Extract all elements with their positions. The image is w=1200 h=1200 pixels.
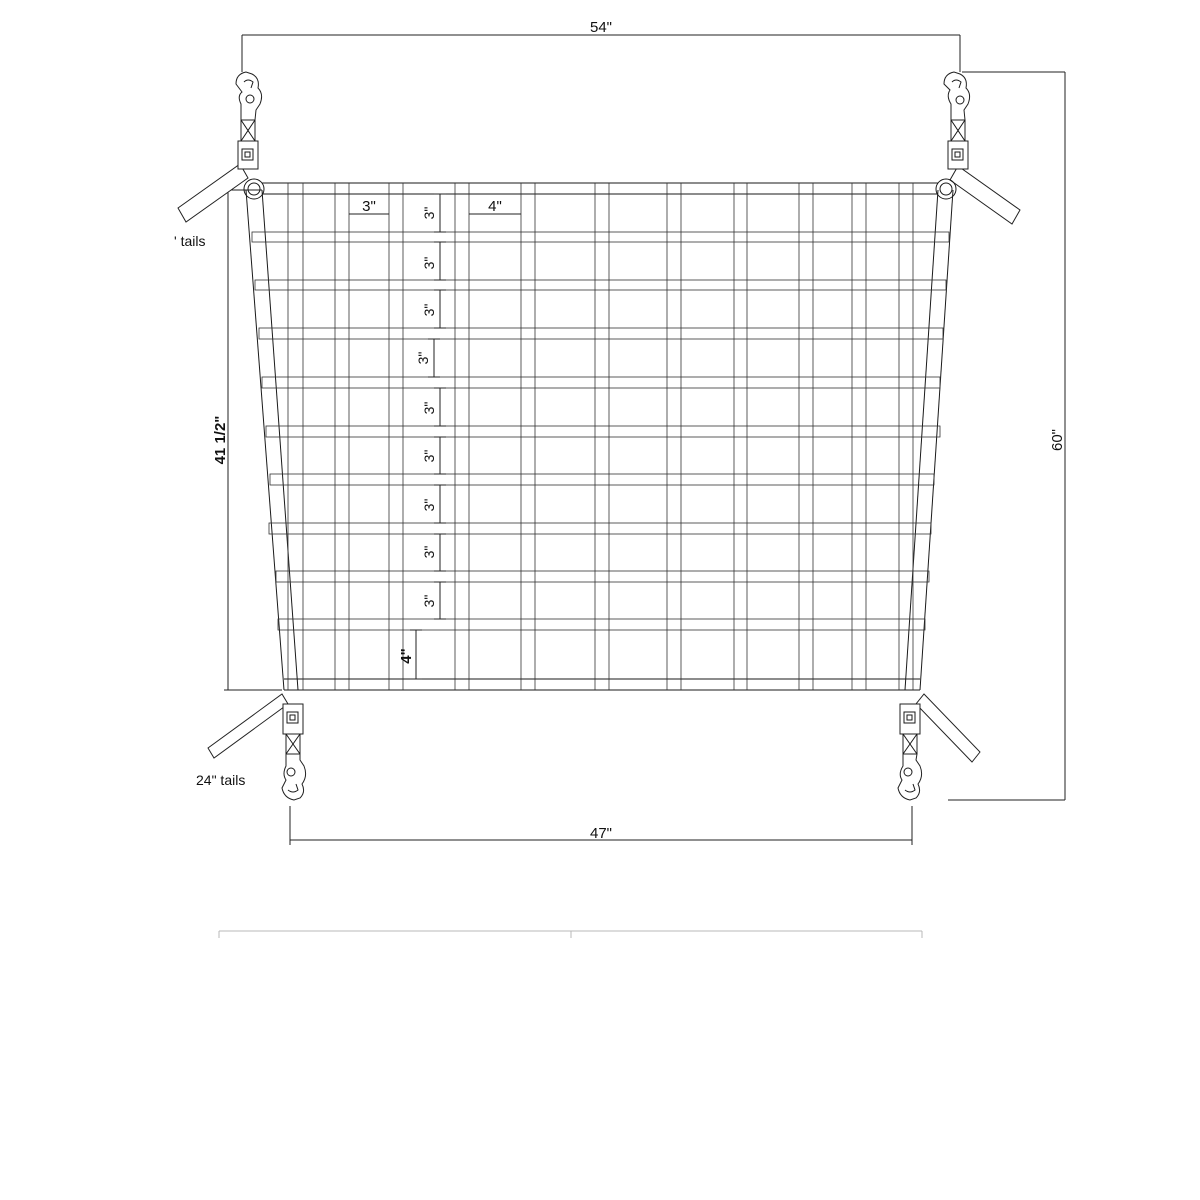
horizontal-strap [278,619,925,630]
o-ring-icon [936,179,956,199]
row-gap-label: 3" [421,303,437,317]
row-gap-label: 3" [421,545,437,559]
webbing-connector [903,734,917,754]
horizontal-strap [269,523,931,534]
row-gap-label: 3" [421,206,437,220]
row-gap-callout [421,194,446,232]
row-gap-callout [421,290,446,328]
horizontal-straps [252,232,949,630]
row-gap-callout [398,630,422,679]
row-gap-label: 3" [421,401,437,415]
webbing-connector [241,120,255,141]
corner-top-right [936,72,1020,224]
row-gap-callout [421,242,446,280]
row-gap-callout [421,582,446,619]
row-gap-callout [421,388,446,426]
row-gap-label-wide: 4" [398,648,415,664]
row-gap-label: 3" [421,256,437,270]
vertical-strap [288,183,303,690]
tail-strap [208,694,288,758]
horizontal-strap [262,377,940,388]
column-gap-callout [349,198,389,215]
net-height-dimension [212,190,282,690]
net-top-edge [262,183,938,194]
vertical-strap [521,183,535,690]
vertical-strap [335,183,349,690]
row-gap-label: 3" [421,498,437,512]
vertical-strap [455,183,469,690]
vertical-strap [667,183,681,690]
snap-hook-icon [944,72,970,120]
row-gap-callout [421,437,446,474]
row-gap-label: 3" [421,594,437,608]
horizontal-strap [270,474,934,485]
vertical-strap [899,183,913,690]
horizontal-strap [276,571,929,582]
tail-strap [950,166,1020,224]
row-gap-callout [421,485,446,523]
vertical-strap [595,183,609,690]
row-gap-label: 3" [421,449,437,463]
net-body [246,183,953,690]
column-gap-wide-callout [469,198,521,215]
corner-top-left [178,72,264,222]
top-width-dimension [242,19,960,72]
column-gap-wide-label: 4" [488,198,502,215]
snap-hook-icon [898,754,922,800]
horizontal-strap [255,280,946,290]
row-gap-label: 3" [415,351,431,365]
vertical-straps [288,183,913,690]
horizontal-strap [266,426,940,437]
cam-buckle-icon [283,704,303,734]
snap-hook-icon [236,72,262,120]
vertical-strap [734,183,747,690]
footer-rule [219,931,922,938]
right-perimeter-strap [905,190,953,690]
corner-bottom-right [898,694,980,800]
net-bottom-edge [284,679,920,690]
top-tails-label: ' tails [174,233,206,249]
snap-hook-icon [282,754,306,800]
horizontal-strap [259,328,943,339]
bottom-width-dimension [290,806,912,845]
cam-buckle-icon [948,141,968,169]
webbing-connector [286,734,300,754]
row-gap-callout [421,534,446,571]
vertical-strap [799,183,813,690]
bottom-width-label: 47" [589,825,613,842]
bottom-tails-label: 24" tails [196,772,246,788]
row-gap-callout [415,339,440,377]
vertical-strap [852,183,866,690]
top-width-label: 54" [589,19,613,36]
tail-strap [178,164,248,222]
o-ring-icon [244,179,264,199]
cam-buckle-icon [238,141,258,169]
spacing-callouts [349,194,521,679]
overall-height-label: 60" [1049,428,1066,452]
tail-strap [916,694,980,762]
left-perimeter-strap [246,190,298,690]
cam-buckle-icon [900,704,920,734]
column-gap-label: 3" [362,198,376,215]
net-height-label: 41 1/2" [212,415,229,465]
webbing-connector [951,120,965,141]
horizontal-strap [252,232,949,242]
vertical-strap [389,183,403,690]
